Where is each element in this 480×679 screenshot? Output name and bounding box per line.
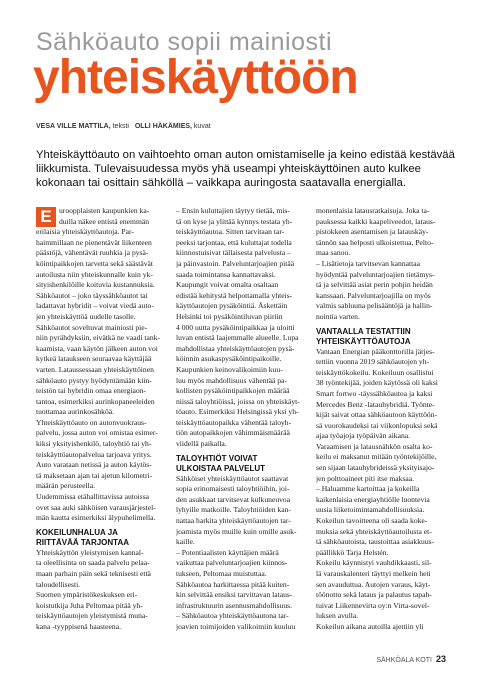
body-line: hyödyntää palveluntarjoajien tietämys- <box>316 269 435 279</box>
body-line: sen sijaan latauhybrideissä yksityisajo- <box>316 463 435 473</box>
body-line: infrastruktuurin asennusmahdollisuus. <box>176 600 293 610</box>
page-footer <box>376 654 446 664</box>
body-line: varten. Lataussessaan yhteiskäyttöinen <box>36 364 154 374</box>
column-2 <box>176 206 304 633</box>
body-line: ajaa työajoja työpäivän aikana. <box>316 431 411 441</box>
body-line: taloudellisesti. <box>36 579 81 589</box>
byline-writer: VESA VILLE MATTILA, <box>36 123 111 130</box>
body-line: kaikenlaisia energiayhtiölle luontevia <box>316 494 430 504</box>
body-line: 38 työntekijää, joiden käytössä oli kaksi <box>316 378 438 388</box>
body-line: luu myös mahdollisuus vähentää pa- <box>176 375 287 385</box>
body-line: – Ensin kuluttajien täytyy tietää, mis- <box>176 206 290 215</box>
body-line: koistutkija Juha Peltomaa pitää yh- <box>36 600 143 610</box>
subheading: ULKOISTAA PALVELUT <box>176 463 266 473</box>
body-line: teistön tai hybridin omaa energiaon- <box>36 386 146 396</box>
body-line: maa sanoo. <box>316 248 351 258</box>
body-line: Sähköautot – joko täyssähköautot tai <box>36 290 148 300</box>
body-line: nattaa harkita yhteiskäyttöautojen tar- <box>176 516 291 526</box>
body-line: tännön saa helposti ulkoistettua, Pelto- <box>316 237 434 247</box>
body-line: keilu ei maksanut mitään työntekijöille, <box>316 452 437 462</box>
body-line: sä vuorokaudeksi tai viikonlopuksi sekä <box>316 420 438 430</box>
body-line: teiskäyttökokeilu. Kokeiluun osallistui <box>316 367 434 377</box>
body-line: sopia erinomaisesti taloyhtiöihin, joi- <box>176 484 290 494</box>
body-line: den asukkaat tarvitsevat kulkuneuvoa <box>176 494 291 504</box>
body-line: lyhyille matkoille. Taloyhtiöiden kan- <box>176 505 291 515</box>
body-line: viidellä paikalla. <box>176 439 227 449</box>
body-line: Helsinki toi pysäköintiluvan piiriin <box>176 311 283 321</box>
body-line: teiskäyttöautojen yleistymistä muna- <box>36 611 148 621</box>
body-line: luvan entistä laajemmalle alueelle. Lupa <box>176 333 299 343</box>
body-line: 4 000 uutta pysäköintipaikkaa ja uloitti <box>176 322 295 332</box>
body-line: edistää kehitystä helpottamalla yhteis- <box>176 290 293 300</box>
body-line: tuivat Liikennevirta oy:n Virta-sovel- <box>316 600 430 610</box>
body-line: uroopplaisten kaupunkien ka- <box>59 206 150 215</box>
body-line: Sähköiset yhteiskäyttöautot saattavat <box>176 473 289 483</box>
body-text <box>316 206 446 323</box>
lead-line: kokonaan tai osittain sähköllä – vaikkapa auringosta saatavalla energialla. <box>36 177 406 189</box>
body-line: saada toimintansa kannattavaksi. <box>176 269 276 279</box>
body-line: Yhteiskäyttöauto on autonvuokraus- <box>36 417 147 427</box>
body-line: kiinnostuisivat tällaisesta palvelusta – <box>176 248 291 258</box>
body-line: tä ja selvittää asiat perin pohjin heidän <box>316 280 433 290</box>
body-line: köinnin asukaspysäköintipaikoille. <box>176 354 282 364</box>
body-line: peeksi tarjontaa, että kuluttajat todella <box>176 237 292 247</box>
body-line: ja päinvastoin. Palveluntarjoajien pitää <box>176 258 295 268</box>
body-line: Smart fortwo -täyssähköautoa ja kaksi <box>316 388 433 398</box>
body-line: kollisten pysäköintipaikkojen määrää <box>176 386 290 396</box>
page-number: 23 <box>435 654 446 664</box>
body-text <box>36 238 164 524</box>
body-line: – Potentiaalisten käyttäjien määrä <box>176 547 279 557</box>
body-line: töauto. Esimerkiksi Helsingissä yksi yh- <box>176 407 299 417</box>
body-line: erilaisia yhteiskäyttöautoja. Par- <box>36 227 134 237</box>
body-line: ovet saa auki sähköisen varausjärjestel- <box>36 502 156 512</box>
body-line: uusia liiketoimintamahdollisuuksia. <box>316 505 425 515</box>
body-line: tä on kyse ja ylittää kynnys testata yh- <box>176 216 293 226</box>
body-line: tuottamaa aurinkosähköä. <box>36 407 115 417</box>
body-line: kana -tyyppisenä haasteena. <box>36 621 121 631</box>
body-text <box>176 474 304 633</box>
lead-line: liikkumista. Tulevaisuudessa myös yhä useampi yhteiskäyttöinen auto kulkee <box>36 163 421 175</box>
body-line: teiskäyttöautoa. Sitten tarvitaan tar- <box>176 227 285 237</box>
body-line: Uudemmissa etähallittavissa autoissa <box>36 492 150 502</box>
body-line: monenlaisia latausratkaisuja. Joka ta- <box>316 206 430 215</box>
body-line: haimmillaan ne pienentävät liikenteen <box>36 237 152 247</box>
subheading: VANTAALLA TESTATTIIN <box>316 326 411 336</box>
body-line: tukseen, Peltomaa muistuttaa. <box>176 569 267 578</box>
body-line: päällikkö Tarja Helstén. <box>316 547 389 557</box>
byline <box>36 123 211 130</box>
body-line: vaikuttaa palveluntarjoajien kiinnos- <box>176 558 288 568</box>
body-line: Auto varataan netissä ja auton käytös- <box>36 460 152 470</box>
body-line: kaille. <box>176 537 195 547</box>
kicker-title: Sähköauto sopii mainiosti <box>36 28 332 56</box>
body-line: ladattavat hybridit – voivat viedä auto- <box>36 301 154 311</box>
body-line: muksia sekä yhteiskäyttöautoilusta et- <box>316 526 432 536</box>
body-line: päästöjä, vähentävät ruuhkia ja pysä- <box>36 248 149 258</box>
magazine-name: SÄHKÖALA KOTI <box>376 657 432 664</box>
body-line: Kokeilun tavoitteena oli saada koke- <box>316 516 428 526</box>
body-line: jen polttoaineet piti itse maksaa. <box>316 473 415 483</box>
body-line: – Lisätietoja tarvitsevan kannattaa <box>316 258 420 268</box>
body-line: määrän perusteella. <box>36 481 96 491</box>
body-line: duilla näkee entistä enemmän <box>59 216 150 226</box>
body-line: luksen avulla. <box>316 611 359 621</box>
body-line: pistokkeen asentamisen ja latauskäy- <box>316 227 429 237</box>
body-line: tettiin vuonna 2019 sähköautojen yh- <box>316 357 430 367</box>
body-line: maan parhain päin sekä teknisesti että <box>36 569 151 578</box>
body-line: autoilusta niin yhteiskunnalle kuin yk- <box>36 269 153 279</box>
subheading: TALOYHTIÖT VOIVAT <box>176 453 258 463</box>
body-text <box>176 206 304 450</box>
body-text <box>316 347 446 633</box>
body-line: kijät saivat ottaa sähköautoon käyttöön- <box>316 410 438 420</box>
body-line: joavien toimijoiden valikoimiin kuuluu <box>176 621 296 631</box>
body-line: tantoa, esimerkiksi aurinkopaneeleiden <box>36 396 155 406</box>
body-line: Yhteiskäyttön yleistymisen kannal- <box>36 547 144 557</box>
body-line: sityishenkilöille koituvia kustannuksia. <box>36 280 155 290</box>
body-line: teiskäyttöautopalvelua tarjoava yritys. <box>36 449 152 459</box>
subheading: YHTEISKÄYTTÖAUTOJA <box>316 336 411 346</box>
body-line: niissä taloyhtiöissä, joissa on yhteiskäyt- <box>176 396 300 406</box>
body-line: lä varauskalenteri täyttyi melkein heti <box>316 569 431 578</box>
body-line: kaamista, vaan käytön jälkeen auton voi <box>36 343 158 353</box>
subheading: KOKEILUNHALUA JA <box>36 527 118 537</box>
body-line: sen avauduttua. Autojen varaus, käyt- <box>316 579 431 589</box>
body-line: tiön autopaikkojen vähimmäismäärää <box>176 428 290 438</box>
body-line: käyttöautojen pysäköintiä. Äskettäin <box>176 301 288 311</box>
body-line: Kokeilu käynnistyi vauhdikkaasti, sil- <box>316 558 432 568</box>
byline-photographer: OLLI HÄKÄMIES, <box>134 123 192 130</box>
body-line: – Sähköautoa yhteiskäyttöautona tar- <box>176 611 289 621</box>
body-line: kytkeä lataukseen seuraavaa käyttäjää <box>36 354 152 364</box>
body-line: tä maksetaan ajan tai ajetun kilometri- <box>36 470 153 480</box>
body-line: Kaupunkien keinovalikoimiin kuu- <box>176 364 283 374</box>
body-line: sähköauto pystyy hyödyntämään kiin- <box>36 375 152 385</box>
body-line: Vantaan Energian pääkonttorilla järjes- <box>316 346 435 356</box>
byline-writer-role: teksti <box>110 123 129 130</box>
body-line: män kautta esimerkiksi älypuhelimella. <box>36 513 156 523</box>
body-line: Sähköautoa harkittaessa pitää kuiten- <box>176 579 290 589</box>
body-line: palvelu, jossa auton voi omistaa esimer- <box>36 428 158 438</box>
body-line: Varaamisen ja latausnähkön osalta ko- <box>316 441 433 451</box>
body-line: Sähköautot soveltuvat mainiosti pie- <box>36 322 148 332</box>
lead-paragraph <box>36 148 455 190</box>
headline: yhteiskäyttöön <box>33 51 358 104</box>
body-text <box>36 548 164 633</box>
body-line: Suomen ympäristökeskuksen eri- <box>36 590 138 600</box>
body-line: köintipaikkojen tarvetta sekä säästävät <box>36 258 154 268</box>
drop-cap: E <box>36 207 56 227</box>
body-line: kin selvittää ensiksi tarvittavan lataus- <box>176 590 293 600</box>
body-line: joamista myös muille kuin omille asuk- <box>176 526 297 536</box>
column-3 <box>316 206 446 633</box>
body-line: töönotto sekä lataus ja palautus tapah- <box>316 590 432 600</box>
byline-photographer-role: kuvat <box>191 123 211 130</box>
body-line: jen yhteiskäyttöä uudelle tasolle. <box>36 311 136 321</box>
body-line: valmis sabluuna pelisääntöjä ja hallin- <box>316 301 433 311</box>
body-line: – Haluamme kartoittaa ja kokeilla <box>316 484 420 494</box>
body-line: kiksi yksityishenkilö, taloyhtiö tai yh- <box>36 439 152 449</box>
subheading: RIITTÄVÄÄ TARJONTAA <box>36 537 130 547</box>
body-line: tä sähköautoista, taustoittaa asiakkuus- <box>316 537 435 547</box>
intro-block <box>36 206 164 238</box>
body-line: teiskäyttöautopaikka vähentää taloyh- <box>176 417 292 427</box>
body-line: niin pyrähdyksiin, eivätkä ne vaadi tank- <box>36 333 160 343</box>
lead-line: Yhteiskäyttöauto on vaihtoehto oman auton omistamiselle ja keino edistää kestävää <box>36 149 455 161</box>
body-line: ta oleellisinta on saada palvelu pelaa- <box>36 558 150 568</box>
column-1 <box>36 206 164 633</box>
body-line: Mercedes Benz -latauhybridiä. Työnte- <box>316 399 435 409</box>
body-line: mahdollistaa yhteiskäyttöautojen pysä- <box>176 343 295 353</box>
body-line: Kokeilun aikana autoilla ajettiin yli <box>316 621 424 631</box>
body-line: pauksessa kaikki kaapeliveedot, lataus- <box>316 216 436 226</box>
body-line: nointia varten. <box>316 311 360 321</box>
body-line: kanssaan. Palveluntarjoajilla on myös <box>316 290 431 300</box>
body-line: Kaupungit voivat omalta osaltaan <box>176 280 279 290</box>
